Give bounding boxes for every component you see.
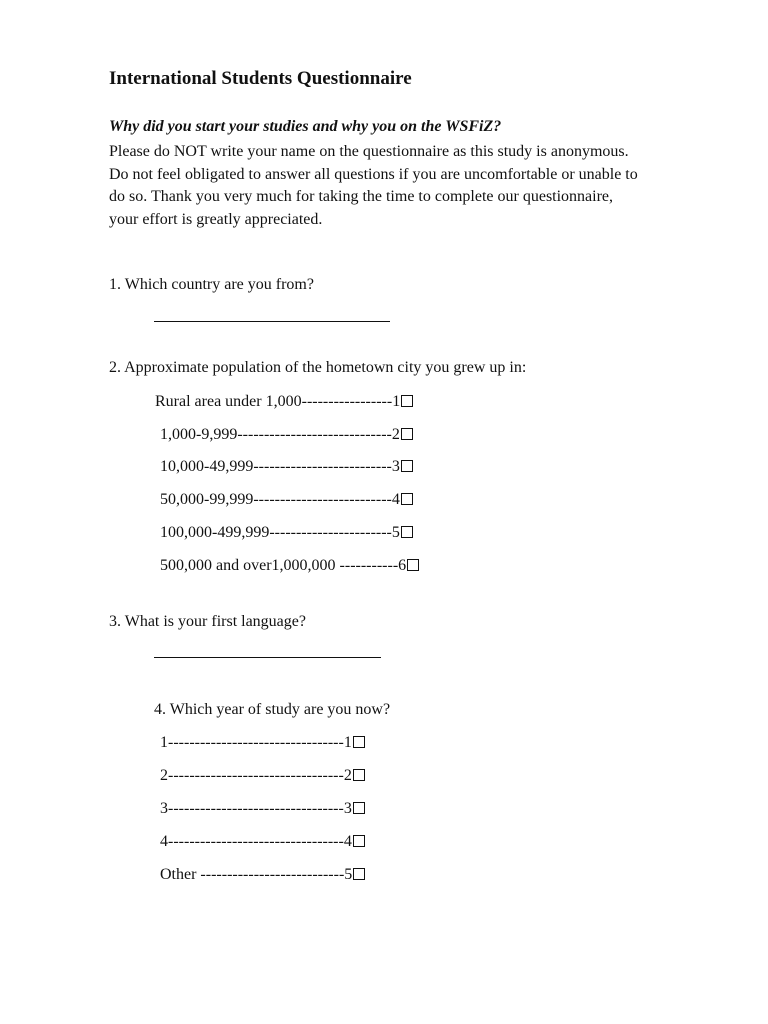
checkbox[interactable] <box>353 769 365 781</box>
option-row <box>155 393 413 411</box>
checkbox[interactable] <box>401 428 413 440</box>
checkbox[interactable] <box>401 395 413 407</box>
intro-line: do so. Thank you very much for taking the time to complete our questionnaire, <box>109 188 614 205</box>
option-row <box>160 426 413 444</box>
option-label: Other ---------------------------5 <box>160 866 353 883</box>
option-row <box>160 458 413 476</box>
page-title: International Students Questionnaire <box>109 68 412 89</box>
option-label: Rural area under 1,000-----------------1 <box>155 393 401 410</box>
checkbox[interactable] <box>401 493 413 505</box>
question-3: 3. What is your first language? <box>109 613 306 630</box>
checkbox[interactable] <box>401 526 413 538</box>
option-label: 2---------------------------------2 <box>160 767 352 784</box>
question-4: 4. Which year of study are you now? <box>154 701 391 718</box>
checkbox[interactable] <box>401 460 413 472</box>
option-row <box>160 524 413 542</box>
checkbox[interactable] <box>407 559 419 571</box>
option-label: 10,000-49,999--------------------------3 <box>160 458 400 475</box>
option-label: 50,000-99,999--------------------------4 <box>160 491 400 508</box>
option-row <box>160 491 413 509</box>
intro-line: Do not feel obligated to answer all questions if you are uncomfortable or unable to <box>109 165 638 183</box>
question-2: 2. Approximate population of the hometown city you grew up in: <box>109 359 527 376</box>
option-row <box>160 734 365 752</box>
option-row <box>160 557 419 575</box>
answer-blank-country[interactable] <box>154 321 390 322</box>
option-label: 1---------------------------------1 <box>160 734 352 751</box>
checkbox[interactable] <box>353 736 365 748</box>
subtitle: Why did you start your studies and why you on the WSFiZ? <box>109 118 502 135</box>
option-label: 1,000-9,999-----------------------------2 <box>160 426 400 443</box>
question-1: 1. Which country are you from? <box>109 276 314 293</box>
checkbox[interactable] <box>353 868 365 880</box>
option-row <box>160 800 365 818</box>
checkbox[interactable] <box>353 802 365 814</box>
option-label: 500,000 and over1,000,000 -----------6 <box>160 557 407 574</box>
intro-paragraph <box>109 141 719 231</box>
intro-line: your effort is greatly appreciated. <box>109 210 323 228</box>
option-label: 3---------------------------------3 <box>160 800 352 817</box>
option-row <box>160 866 365 884</box>
option-label: 4---------------------------------4 <box>160 833 352 850</box>
answer-blank-language[interactable] <box>154 657 381 658</box>
option-row <box>160 833 365 851</box>
option-label: 100,000-499,999-----------------------5 <box>160 524 400 541</box>
intro-line: Please do NOT write your name on the questionnaire as this study is anonymous. <box>109 143 629 160</box>
option-row <box>160 767 365 785</box>
checkbox[interactable] <box>353 835 365 847</box>
